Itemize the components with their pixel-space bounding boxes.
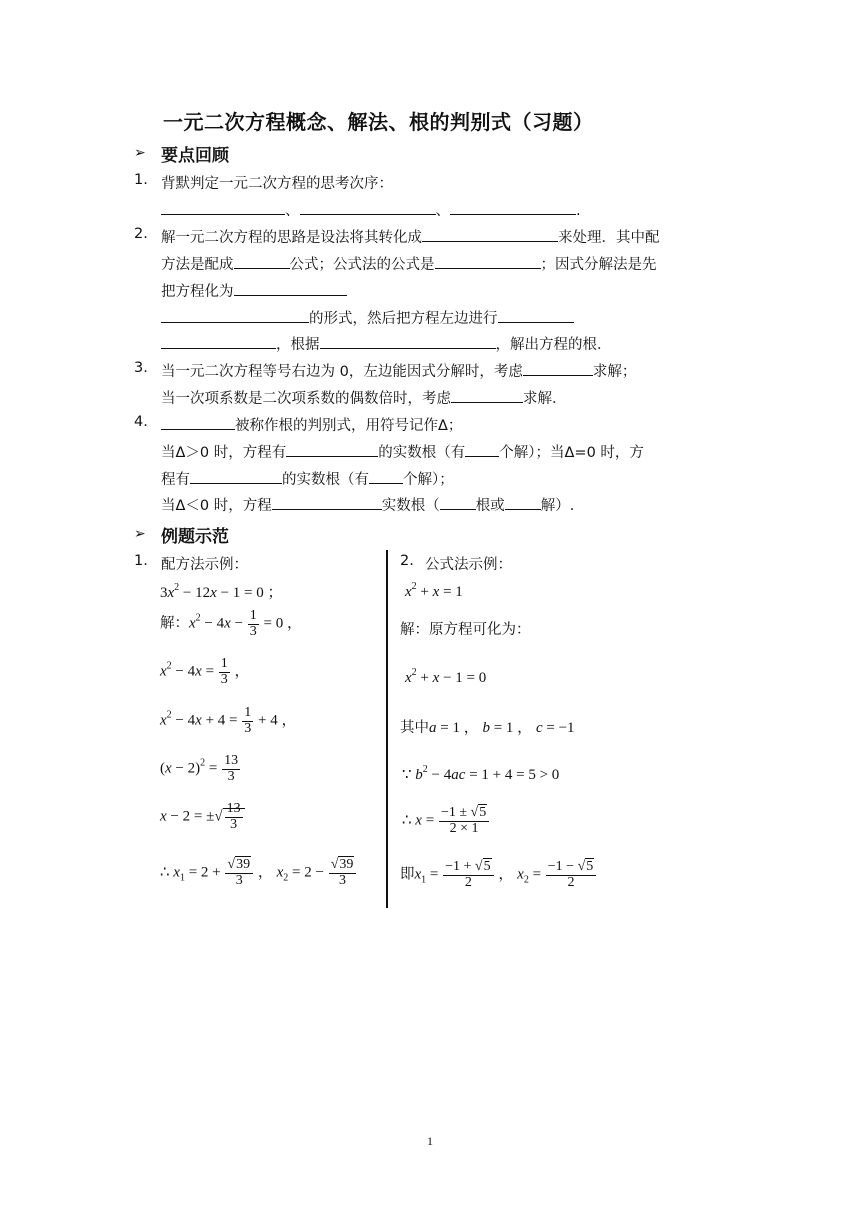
blank (435, 256, 541, 269)
document-title: 一元二次方程概念、解法、根的判别式（习题） (163, 110, 594, 134)
blank (369, 471, 403, 484)
example-1-result: ∴ $x_1 = 2$ + $\frac{√39}{3}$ ， $x_2 = 2$ − $\frac{√39}{3}$ (160, 858, 357, 888)
blank (272, 497, 382, 510)
example-2-formula: ∴ x = $\frac{-1 \pm √5}{2 \times 1}$ (402, 806, 490, 836)
example-1-heading: 配方法示例： (161, 557, 248, 573)
blank (450, 202, 576, 215)
bullet-arrow-icon: ➢ (134, 526, 146, 542)
blank (300, 202, 436, 215)
column-divider (386, 550, 388, 908)
item-number-1: 1. (134, 172, 148, 188)
blank (440, 497, 476, 510)
blank (161, 336, 276, 349)
item-3-line-1: 当一元二次方程等号右边为 0，左边能因式分解时，考虑 求解； (161, 364, 637, 380)
example-1-step-1: 解：$x^2 - 4x$ − $\frac{1}{3}$ = 0 ， (160, 608, 302, 639)
page-number: 1 (427, 1134, 433, 1148)
section-heading-examples: 例题示范 (161, 527, 229, 547)
blank (422, 229, 558, 242)
item-4-line-2: 当Δ＞0 时，方程有 的实数根（有 个解）；当Δ=0 时，方 (161, 445, 644, 461)
item-2-line-3: 把方程化为 (161, 280, 347, 301)
item-4-line-1: 被称作根的判别式，用符号记作Δ； (161, 414, 462, 435)
item-3-line-2: 当一次项系数是二次项系数的偶数倍时，考虑 求解． (161, 391, 567, 407)
blank (234, 283, 347, 296)
blank (161, 310, 309, 323)
item-1-blanks: 、 、 . (161, 199, 581, 220)
item-2-line-5: ，根据 ，解出方程的根． (161, 333, 612, 354)
example-1-number: 1. (134, 553, 148, 569)
item-number-4: 4. (134, 414, 148, 430)
section-heading-review: 要点回顾 (161, 146, 229, 166)
item-4-line-4: 当Δ＜0 时，方程 实数根（ 根或 解）. (161, 498, 575, 514)
example-1-step-4: $(x - 2)^2$ = $\frac{13}{3}$ (160, 753, 239, 784)
blank (523, 363, 593, 376)
item-4-line-3: 程有 的实数根（有 个解）； (161, 472, 454, 488)
item-number-3: 3. (134, 360, 148, 376)
blank (498, 310, 574, 323)
bullet-arrow-icon: ➢ (134, 145, 146, 161)
blank (190, 471, 282, 484)
item-2-line-2: 方法是配成 公式；公式法的公式是 ；因式分解法是先 (161, 257, 657, 273)
example-2-heading: 公式法示例： (425, 557, 512, 573)
example-2-result: 即$x_1$ = $\frac{-1 + √5}{2}$ ， $x_2$ = $\frac{-1 - √5}{2}$ (400, 860, 597, 890)
blank (465, 444, 499, 457)
example-2-equation: $x^2 + x = 1$ (405, 581, 463, 600)
item-2-line-1: 解一元二次方程的思路是设法将其转化成 来处理．其中配 (161, 230, 660, 246)
example-1-step-3: $x^2 - 4x + 4$ = $\frac{1}{3}$ + 4 ， (160, 705, 297, 736)
item-1-text: 背默判定一元二次方程的思考次序： (161, 176, 393, 192)
example-1-step-5: x − 2 = ±√ $\frac{13}{3}$ (160, 802, 245, 832)
blank (234, 256, 290, 269)
example-2-number: 2. (400, 553, 414, 569)
blank (505, 497, 541, 510)
blank (451, 390, 523, 403)
example-2-step-2: $x^2 + x - 1 = 0$ (405, 667, 487, 686)
item-2-line-4: 的形式，然后把方程左边进行 (161, 307, 574, 328)
example-1-step-2: $x^2 - 4x$ = $\frac{1}{3}$ ， (160, 656, 250, 687)
example-1-equation: $3x^2 - 12x - 1 = 0$ ； (160, 582, 283, 601)
example-2-coefficients: 其中a = 1 ， b = 1 ， c = −1 (400, 720, 575, 736)
blank (286, 444, 378, 457)
item-number-2: 2. (134, 226, 148, 242)
example-2-discriminant: ∵ $b^2 - 4ac = 1 + 4 = 5 > 0$ (402, 764, 560, 783)
blank (161, 417, 235, 430)
example-2-step-1: 解：原方程可化为： (400, 622, 531, 638)
blank (161, 202, 285, 215)
blank (320, 336, 496, 349)
